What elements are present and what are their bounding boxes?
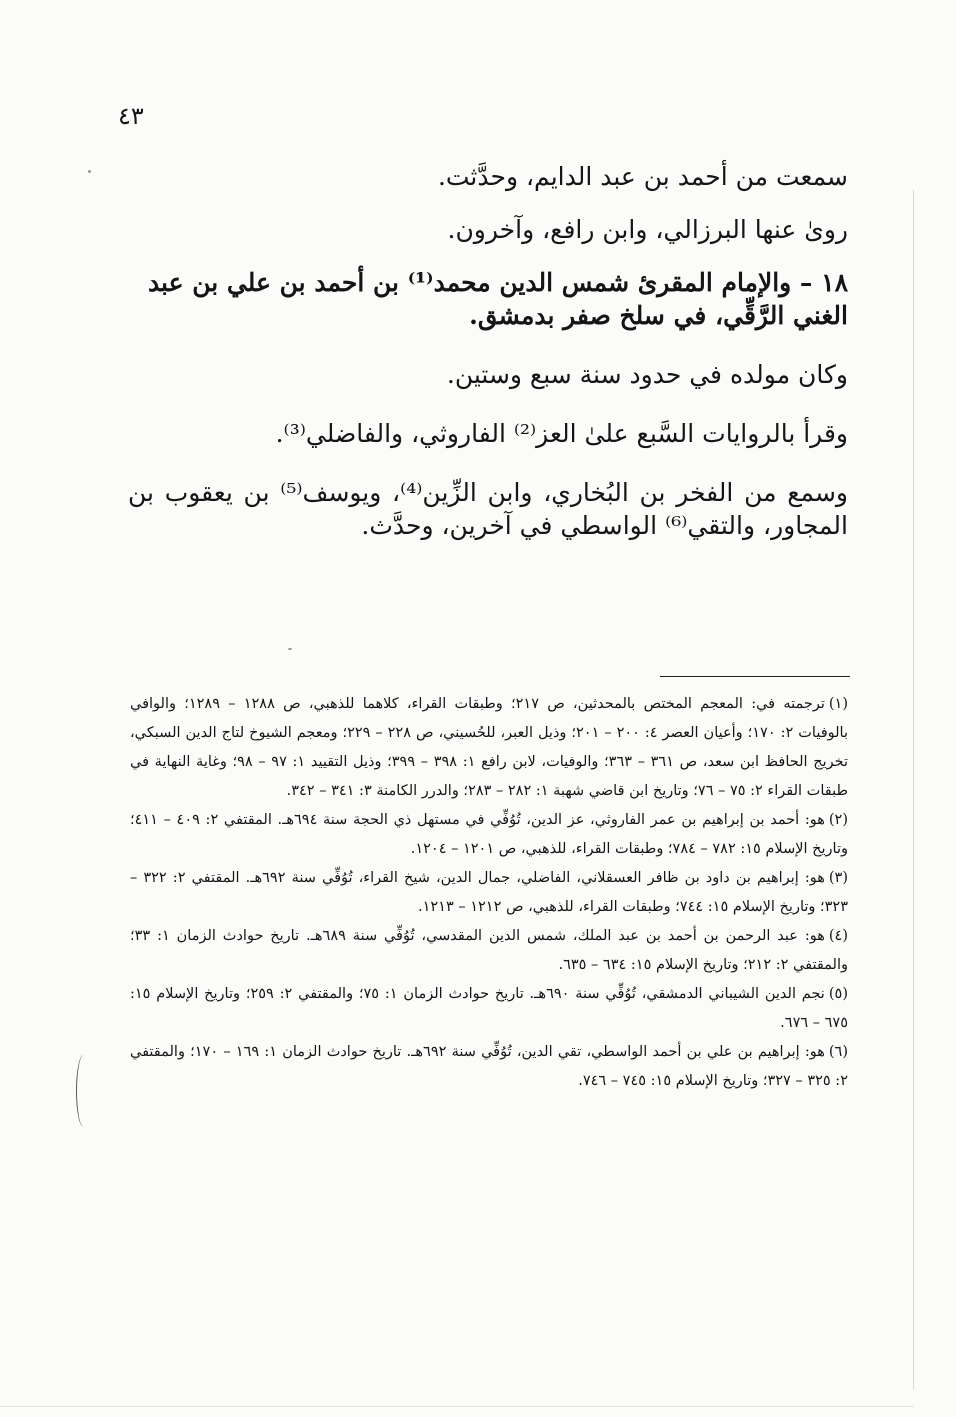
- page-edge-bottom: [0, 1406, 914, 1407]
- footnote-text: هو: إبراهيم بن علي بن أحمد الواسطي، تقي الدين، تُوُفِّي سنة ٦٩٢هـ. تاريخ حوادث الزمان ١: ١٦٩ – ١٧٠؛ والمقتفي ٢: ٣٢٥ – ٣٢٧؛ وتاريخ الإسلام ١٥: ٧٤٥ – ٧٤٦.: [130, 1044, 848, 1089]
- margin-pencil-mark: [76, 1055, 91, 1127]
- footnote-number: (٣): [828, 870, 849, 886]
- bio-line-heard: سمعت من أحمد بن عبد الدايم، وحدَّثت.: [437, 162, 848, 191]
- footnote-text: هو: عبد الرحمن بن أحمد بن عبد الملك، شمس الدين المقدسي، تُوُفِّي سنة ٦٨٩هـ. تاريخ حوادث الزمان ١: ٣٣؛ والمقتفي ٢: ٢١٢؛ وتاريخ الإسلام ١٥: ٦٣٤ – ٦٣٥.: [130, 928, 848, 973]
- entry-heading: ١٨ – والإمام المقرئ شمس الدين محمد⁽¹⁾ بن أحمد بن علي بن عبد الغني الرَّقِّي، في سلخ صفر بدمشق.: [147, 268, 848, 330]
- footnote-text: ترجمته في: المعجم المختص بالمحدثين، ص ٢١٧؛ وطبقات القراء، كلاهما للذهبي، ص ١٢٨٨ – ١٢٨٩؛ والوافي بالوفيات ٢: ١٧٠؛ وأعيان العصر ٤: ٢٠٠ – ٢٠١؛ وذيل العبر، للحُسيني، ص ٢٢٨ – ٢٢٩؛ ومعجم الشيوخ لتاج الدين السبكي، تخريج الحافظ ابن سعد، ص ٣٦١ – ٣٦٣؛ والوفيات، لابن رافع ١: ٣٩٨ – ٣٩٩؛ وذيل التقييد ١: ٩٧ – ٩٨؛ وغاية النهاية في طبقات القراء ٢: ٧٥ – ٧٦؛ وتاريخ ابن قاضي شهبة ١: ٢٨٢ – ٢٨٣؛ والدرر الكامنة ٣: ٣٤١ – ٣٤٢.: [130, 696, 849, 799]
- footnote-number: (٥): [828, 986, 848, 1002]
- footnote-number: (٤): [828, 928, 848, 944]
- footnote: [130, 1038, 848, 1096]
- heard-line: وسمع من الفخر بن البُخاري، وابن الزِّين⁽⁴⁾، ويوسف⁽⁵⁾ بن يعقوب بن المجاور، والتقي⁽⁶⁾ الواسطي في آخرين، وحدَّث.: [128, 478, 848, 540]
- footnote-separator: [660, 676, 850, 677]
- footnote-text: هو: أحمد بن إبراهيم بن عمر الفاروثي، عز الدين، تُوُفِّي في مستهل ذي الحجة سنة ٦٩٤هـ. المقتفي ٢: ٤٠٩ – ٤١١؛ وتاريخ الإسلام ١٥: ٧٨٢ – ٧٨٤؛ وطبقات القراء، للذهبي، ص ١٢٠١ – ١٢٠٤.: [130, 812, 848, 857]
- footnote-text: نجم الدين الشيباني الدمشقي، تُوُفِّي سنة ٦٩٠هـ. تاريخ حوادث الزمان ١: ٧٥؛ والمقتفي ٢: ٢٥٩؛ وتاريخ الإسلام ١٥: ٦٧٥ – ٦٧٦.: [130, 986, 848, 1031]
- paper-speck: [288, 648, 292, 650]
- footnote-number: (٦): [828, 1044, 848, 1060]
- footnote-number: (١): [828, 696, 848, 712]
- birth-line: وكان مولده في حدود سنة سبع وستين.: [446, 360, 848, 389]
- page-edge: [913, 190, 914, 1390]
- footnote-text: هو: إبراهيم بن داود بن ظافر العسقلاني، الفاضلي، جمال الدين، شيخ القراء، تُوُفِّي سنة ٦٩٢هـ. المقتفي ٢: ٣٢٢ – ٣٢٣؛ وتاريخ الإسلام ١٥: ٧٤٤؛ وطبقات القراء، للذهبي، ص ١٢١٢ – ١٢١٣.: [130, 870, 848, 915]
- footnote: [130, 864, 848, 922]
- readings-line: وقرأ بالروايات السَّبع علىٰ العز⁽²⁾ الفاروثي، والفاضلي⁽³⁾.: [275, 419, 848, 448]
- footnote: [130, 980, 848, 1038]
- main-text: [128, 160, 848, 568]
- paper-speck: [88, 170, 91, 173]
- bio-line-narrators: روىٰ عنها البرزالي، وابن رافع، وآخرون.: [447, 215, 848, 244]
- footnote: [130, 806, 848, 864]
- footnote: [130, 922, 848, 980]
- footnotes: [130, 690, 848, 1096]
- footnote-number: (٢): [828, 812, 849, 828]
- page-number: ٤٣: [118, 102, 144, 130]
- footnote: [130, 690, 848, 806]
